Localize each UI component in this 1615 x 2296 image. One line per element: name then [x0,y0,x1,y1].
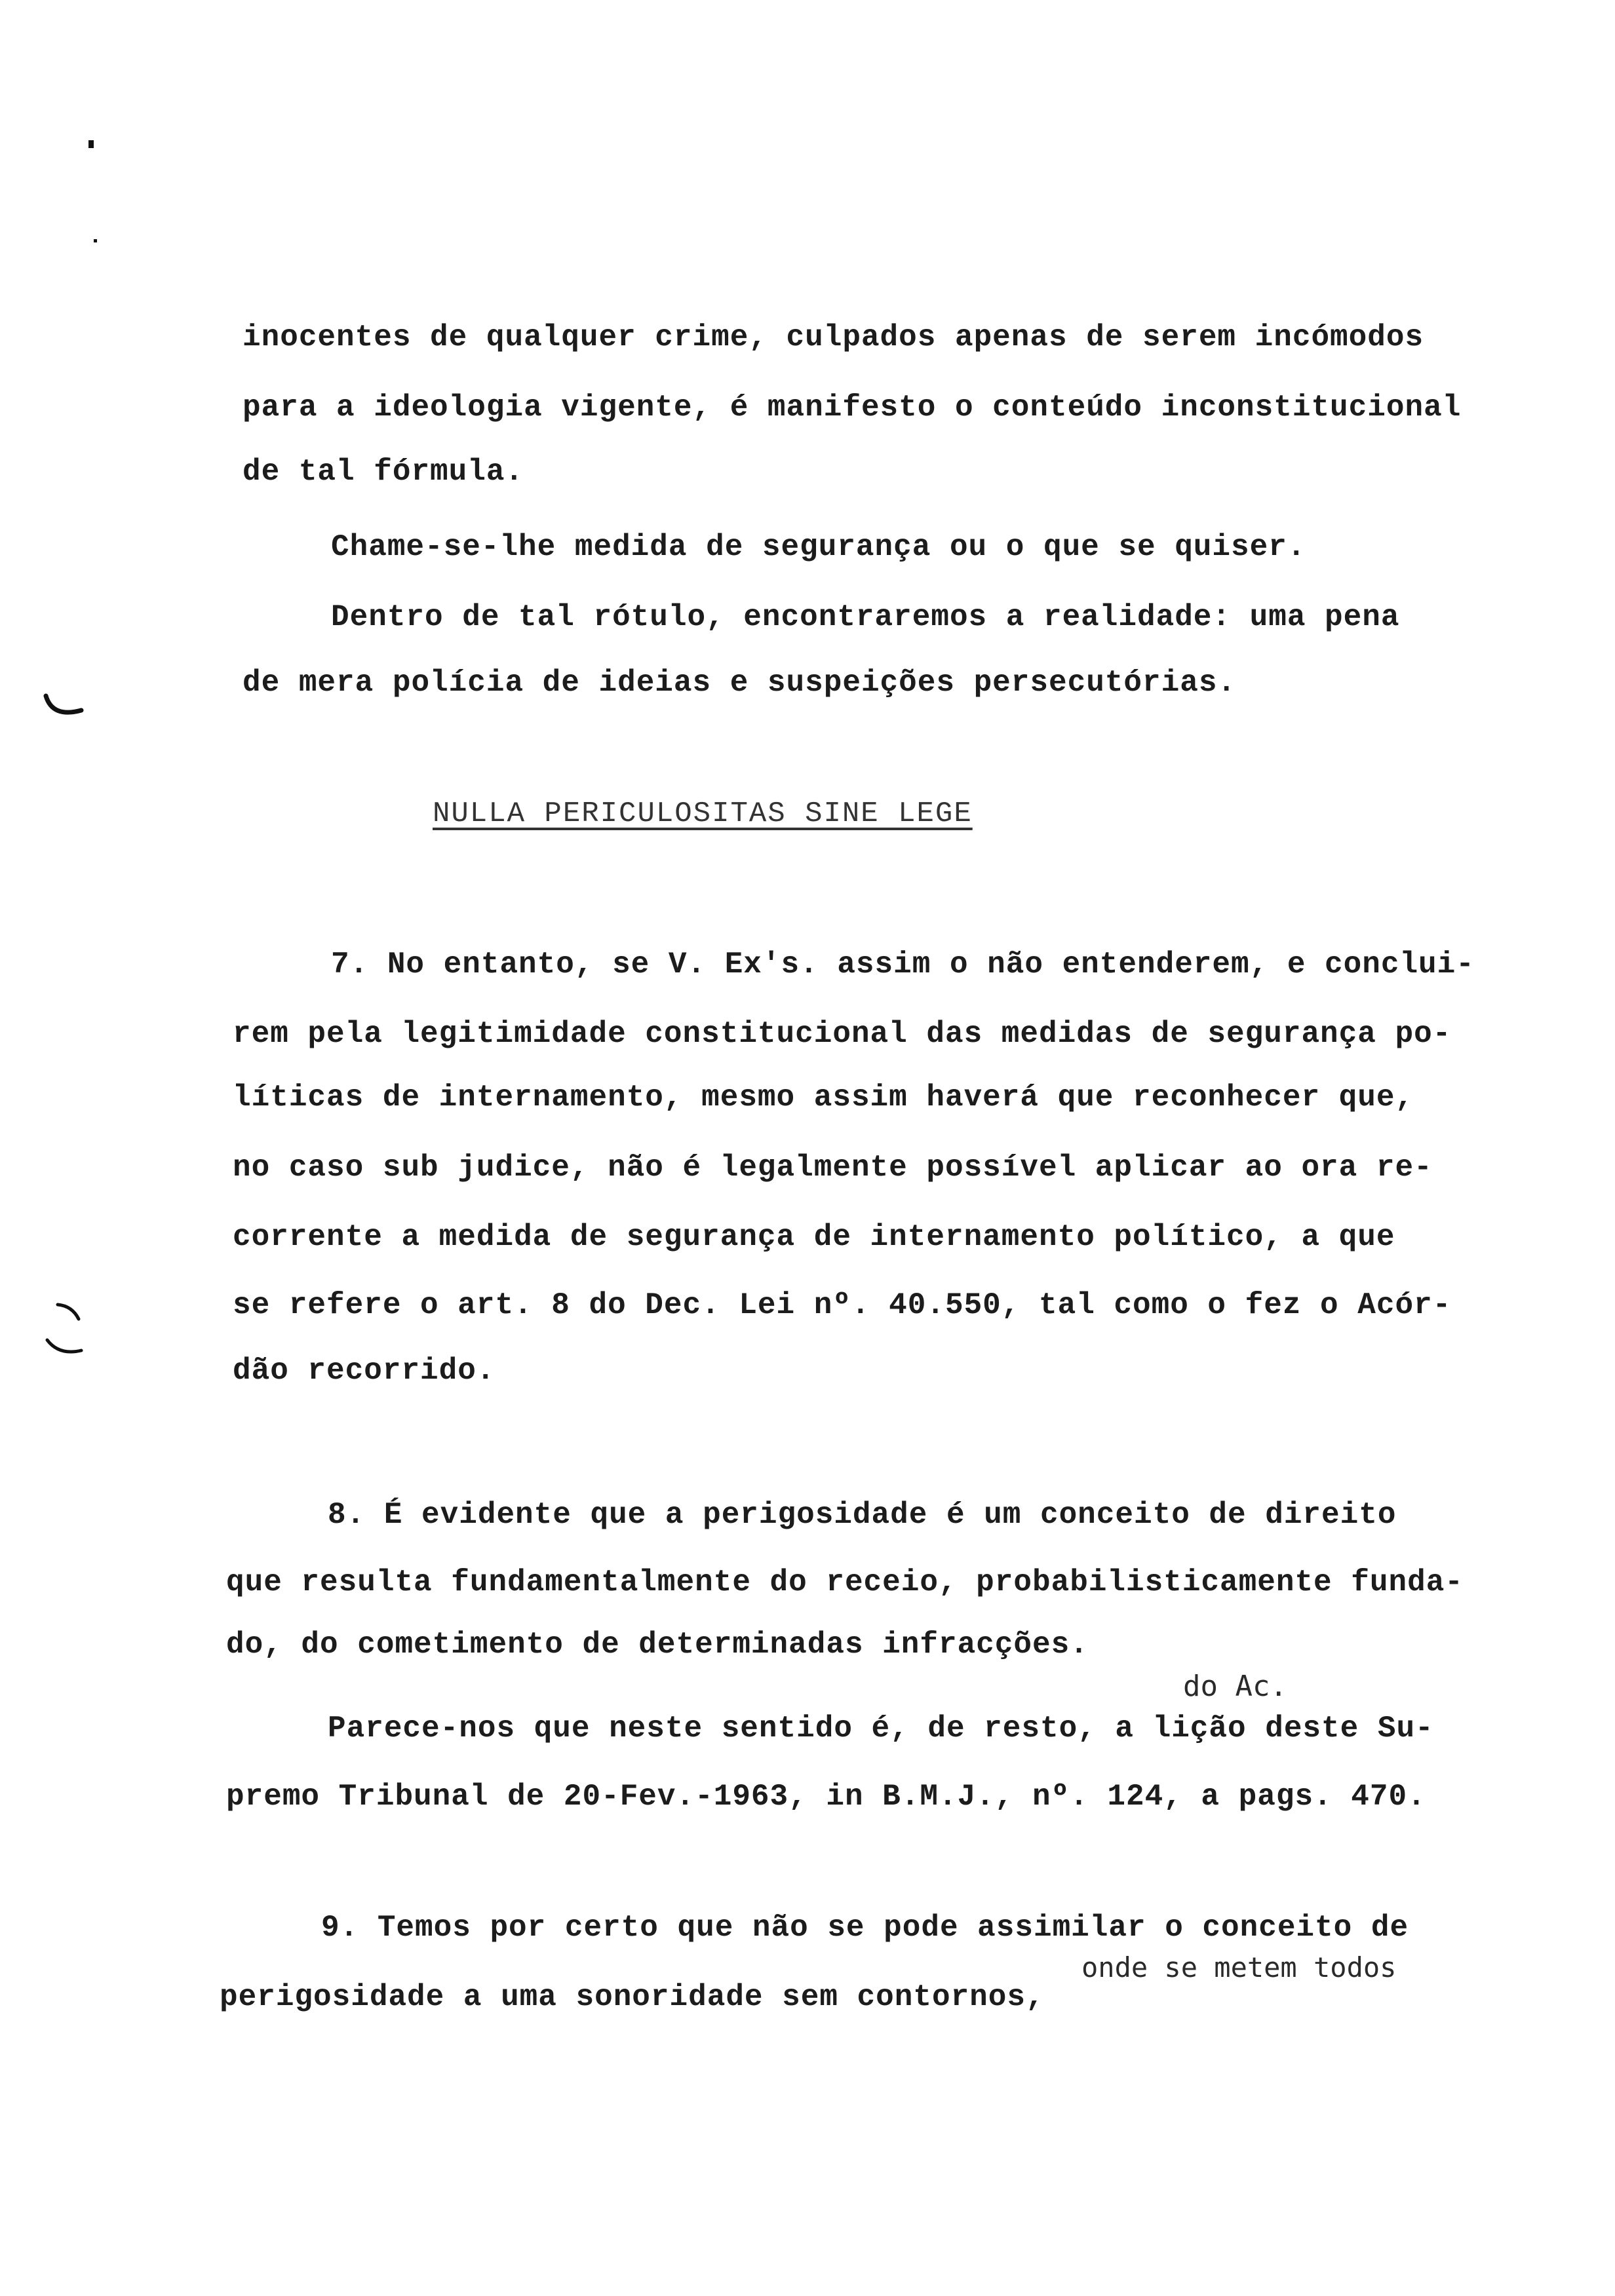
text-line: perigosidade a uma sonoridade sem contornos, [220,1980,1045,2014]
text-line: 9. Temos por certo que não se pode assimilar o conceito de [321,1911,1409,1945]
margin-dot [88,140,94,148]
punch-hole-mark-icon [41,688,93,727]
text-line: dão recorrido. [233,1354,496,1388]
text-line: no caso sub judice, não é legalmente possível aplicar ao ora re- [233,1151,1433,1185]
text-line: que resulta fundamentalmente do receio, probabilisticamente funda- [226,1565,1464,1599]
text-line: do, do cometimento de determinadas infracções. [226,1628,1089,1662]
handwritten-annotation: do Ac. [1183,1670,1287,1703]
text-line: rem pela legitimidade constitucional das medidas de segurança po- [233,1017,1452,1051]
text-line: líticas de internamento, mesmo assim haverá que reconhecer que, [233,1081,1414,1115]
text-line: se refere o art. 8 do Dec. Lei nº. 40.550, tal como o fez o Acór- [233,1288,1452,1322]
section-heading: NULLA PERICULOSITAS SINE LEGE [433,797,973,830]
text-line: para a ideologia vigente, é manifesto o conteúdo inconstitucional [243,391,1462,425]
text-line: Dentro de tal rótulo, encontraremos a realidade: uma pena [331,600,1400,634]
punch-hole-mark-icon [41,1294,93,1366]
typed-insertion: onde se metem todos [1081,1951,1397,1983]
text-line: de mera polícia de ideias e suspeições persecutórias. [243,666,1237,700]
text-line: premo Tribunal de 20-Fev.-1963, in B.M.J., nº. 124, a pags. 470. [226,1780,1426,1814]
margin-dot [94,239,97,242]
text-line: 7. No entanto, se V. Ex's. assim o não entenderem, e conclui- [331,947,1475,982]
text-line: de tal fórmula. [243,455,524,489]
text-line: inocentes de qualquer crime, culpados apenas de serem incómodos [243,320,1424,354]
text-line: 8. É evidente que a perigosidade é um conceito de direito [328,1498,1397,1532]
text-line: corrente a medida de segurança de internamento político, a que [233,1220,1395,1254]
text-line: Chame-se-lhe medida de segurança ou o que se quiser. [331,530,1306,564]
text-line: Parece-nos que neste sentido é, de resto, a lição deste Su- [328,1712,1434,1746]
